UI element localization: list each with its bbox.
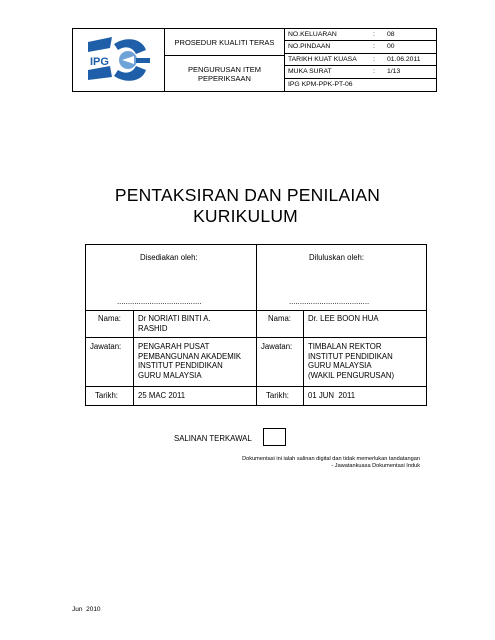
prepared-name [138,314,211,333]
name-label: Nama: [98,314,121,323]
controlled-copy-label: SALINAN TERKAWAL [174,434,252,443]
name-label: Nama: [268,314,291,323]
procedure-title: PROSEDUR KUALITI TERAS [165,29,284,56]
approved-position-line: TIMBALAN REKTOR [308,342,382,351]
info-sep: : [373,55,375,63]
info-row [285,66,437,78]
info-key: NO.PINDAAN [288,43,331,51]
approved-by-label: Diluluskan oleh: [309,253,365,262]
document-header [72,28,437,92]
divider [133,310,134,405]
divider [86,386,426,387]
info-key: NO.KELUARAN [288,31,337,38]
info-key: MUKA SURAT [288,68,332,76]
prepared-position-line: PEMBANGUNAN AKADEMIK [138,351,242,361]
position-label: Jawatan: [90,342,122,351]
prepared-position [138,342,241,380]
document-title [0,185,495,227]
approved-position-line: GURU MALAYSIA [308,361,372,370]
prepared-name-line: Dr NORIATI BINTI A. [138,314,211,323]
digital-copy-note [242,456,420,470]
logo-cell [73,29,165,91]
info-row [285,29,437,41]
info-value: 01.06.2011 [387,55,421,63]
approved-position [308,342,394,380]
position-label: Jawatan: [261,342,293,351]
date-label: Tarikh: [266,391,289,400]
approval-table [85,244,427,406]
approved-date: 01 JUN 2011 [308,391,356,400]
info-row [285,41,437,53]
divider [256,245,257,405]
divider [86,337,426,338]
prepared-position-line: PENGARAH PUSAT [138,342,210,351]
info-row [285,54,437,66]
prepared-position-line: GURU MALAYSIA [138,370,202,380]
prepared-signature-line: ....................................... [117,297,202,306]
date-label: Tarikh: [95,391,118,400]
approved-position-line: INSTITUT PENDIDIKAN [308,351,393,361]
controlled-copy-checkbox [263,428,286,446]
info-row [285,79,437,91]
approved-signature-line: ..................................... [289,297,370,306]
approved-name: Dr. LEE BOON HUA [308,314,379,323]
prepared-date: 25 MAC 2011 [138,391,186,400]
procedure-cell [165,29,285,91]
info-value: 1/13 [387,68,401,76]
info-value: 08 [387,31,395,38]
note-line: - Jawatankuasa Dokumentasi Induk [331,463,420,469]
divider [303,310,304,405]
info-key: TARIKH KUAT KUASA [288,55,357,63]
note-line: Dokumentasi ini ialah salinan digital dan tidak memerlukan tandatangan [242,456,420,462]
title-line-1: PENTAKSIRAN DAN PENILAIAN [114,185,381,205]
info-value: 00 [387,43,395,51]
info-key: IPG KPM-PPK-PT-06 [288,80,353,88]
prepared-position-line: INSTITUT PENDIDIKAN [138,361,223,370]
procedure-subtitle: PENGURUSAN ITEM PEPERIKSAAN [188,64,261,83]
info-sep: : [373,31,375,38]
document-info-table [285,29,437,91]
divider [86,310,426,311]
prepared-name-line: RASHID [138,323,168,333]
footer-date: Jun 2010 [72,606,101,613]
approved-position-line: (WAKIL PENGURUSAN) [308,370,395,380]
ipg-logo-icon [74,30,164,90]
logo-text: IPG [90,56,109,68]
info-sep: : [373,68,375,76]
info-sep: : [373,43,375,51]
prepared-by-label: Disediakan oleh: [140,253,198,262]
title-line-2: KURIKULUM [193,206,298,226]
